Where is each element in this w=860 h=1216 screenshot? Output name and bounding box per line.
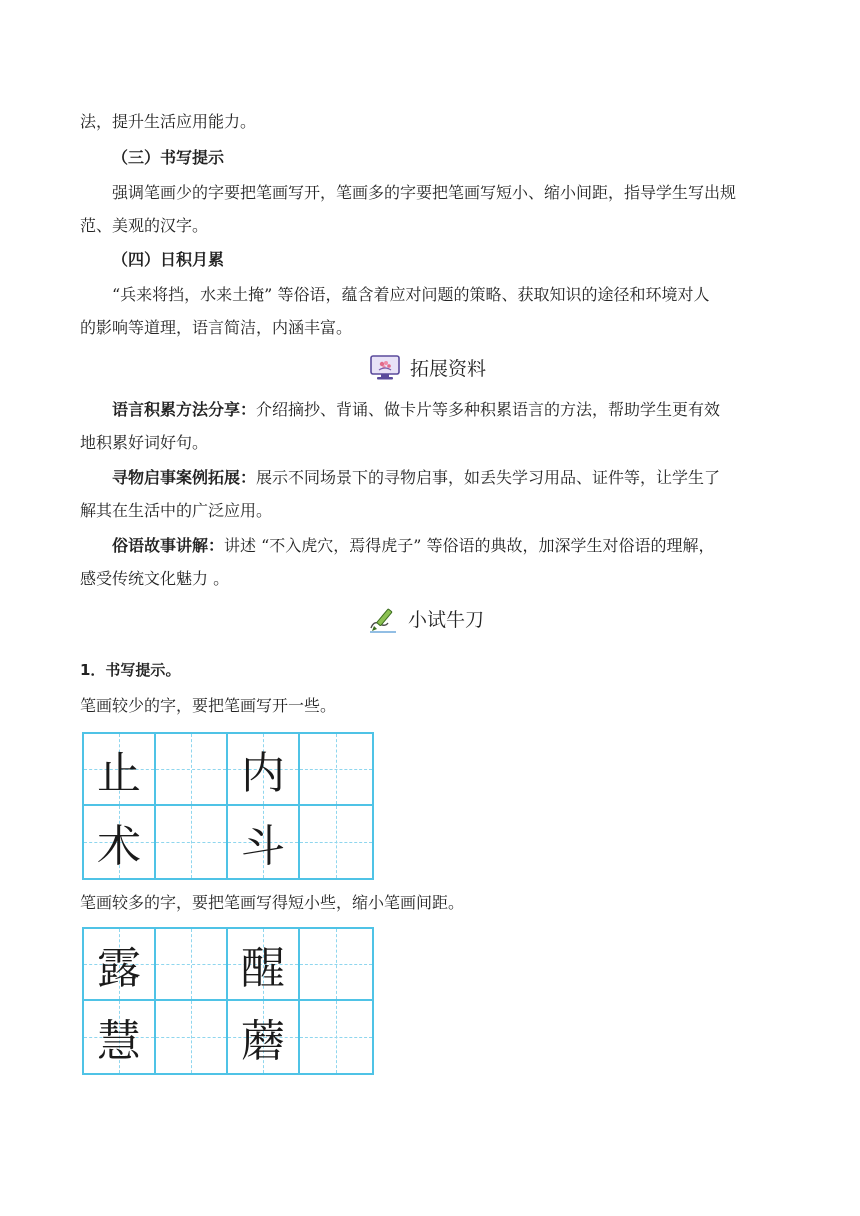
grid-char: 醒 — [241, 943, 285, 994]
expand-item-1-text: 介绍摘抄、背诵、做卡片等多种积累语言的方法，帮助学生更有效 — [256, 400, 721, 419]
expand-item-3-text: 讲述 “不入虎穴，焉得虎子” 等俗语的典故，加深学生对俗语的理解， — [224, 536, 715, 555]
expand-materials-heading — [370, 354, 486, 381]
grid-cell — [300, 806, 372, 878]
expand-materials-title: 拓展资料 — [410, 358, 487, 380]
grid-char: 术 — [97, 821, 141, 872]
expand-item-2-cont: 解其在生活中的广泛应用。 — [80, 501, 273, 520]
grid-cell — [228, 806, 300, 878]
grid-cell — [84, 1001, 156, 1073]
note-many-strokes: 笔画较多的字，要把笔画写得短小些，缩小笔画间距。 — [80, 893, 465, 912]
note-few-strokes: 笔画较少的字，要把笔画写开一些。 — [80, 696, 337, 715]
grid-cell — [156, 734, 228, 806]
expand-item-2 — [112, 468, 720, 488]
expand-item-3-cont: 感受传统文化魅力 。 — [80, 569, 230, 588]
expand-item-3-label: 俗语故事讲解： — [112, 536, 225, 555]
grid-cell — [156, 1001, 228, 1073]
grid-char: 露 — [97, 943, 141, 994]
practice-heading — [368, 605, 484, 632]
expand-item-2-label: 寻物启事案例拓展： — [112, 468, 257, 487]
expand-item-3 — [112, 536, 715, 556]
writing-tips-line1: 强调笔画少的字要把笔画写开，笔画多的字要把笔画写短小、缩小间距，指导学生写出规 — [112, 183, 737, 202]
expand-item-2-text: 展示不同场景下的寻物启事，如丢失学习用品、证件等，让学生了 — [256, 468, 721, 487]
grid-cell — [300, 929, 372, 1001]
expand-item-1 — [112, 400, 720, 420]
grid-cell — [228, 734, 300, 806]
grid-char: 慧 — [97, 1016, 141, 1067]
grid-cell — [156, 929, 228, 1001]
paragraph-tail: 法，提升生活应用能力。 — [80, 112, 257, 131]
section-heading-writing-tips: （三）书写提示 — [112, 148, 225, 167]
grid-cell — [156, 806, 228, 878]
writing-grid-1 — [82, 732, 374, 880]
accumulation-line1: “兵来将挡，水来土掩” 等俗语，蕴含着应对问题的策略、获取知识的途径和环境对人 — [112, 285, 710, 304]
practice-title: 小试牛刀 — [408, 609, 485, 631]
grid-char: 斗 — [241, 821, 285, 872]
grid-char: 止 — [97, 748, 141, 799]
grid-cell — [228, 1001, 300, 1073]
pencil-hand-icon — [368, 606, 398, 632]
grid-cell — [84, 929, 156, 1001]
accumulation-line2: 的影响等道理，语言简洁，内涵丰富。 — [80, 318, 353, 337]
section-heading-daily-accumulation: （四）日积月累 — [112, 250, 225, 269]
grid-cell — [84, 806, 156, 878]
grid-char: 内 — [241, 748, 285, 799]
grid-cell — [84, 734, 156, 806]
writing-grid-2 — [82, 927, 374, 1075]
writing-tips-line2: 范、美观的汉字。 — [80, 216, 209, 235]
grid-cell — [228, 929, 300, 1001]
grid-cell — [300, 1001, 372, 1073]
expand-item-1-label: 语言积累方法分享： — [112, 400, 257, 419]
computer-flower-icon — [370, 355, 400, 381]
grid-char: 蘑 — [241, 1016, 285, 1067]
grid-cell — [300, 734, 372, 806]
expand-item-1-cont: 地积累好词好句。 — [80, 433, 209, 452]
question-1: 1．书写提示。 — [80, 661, 181, 679]
